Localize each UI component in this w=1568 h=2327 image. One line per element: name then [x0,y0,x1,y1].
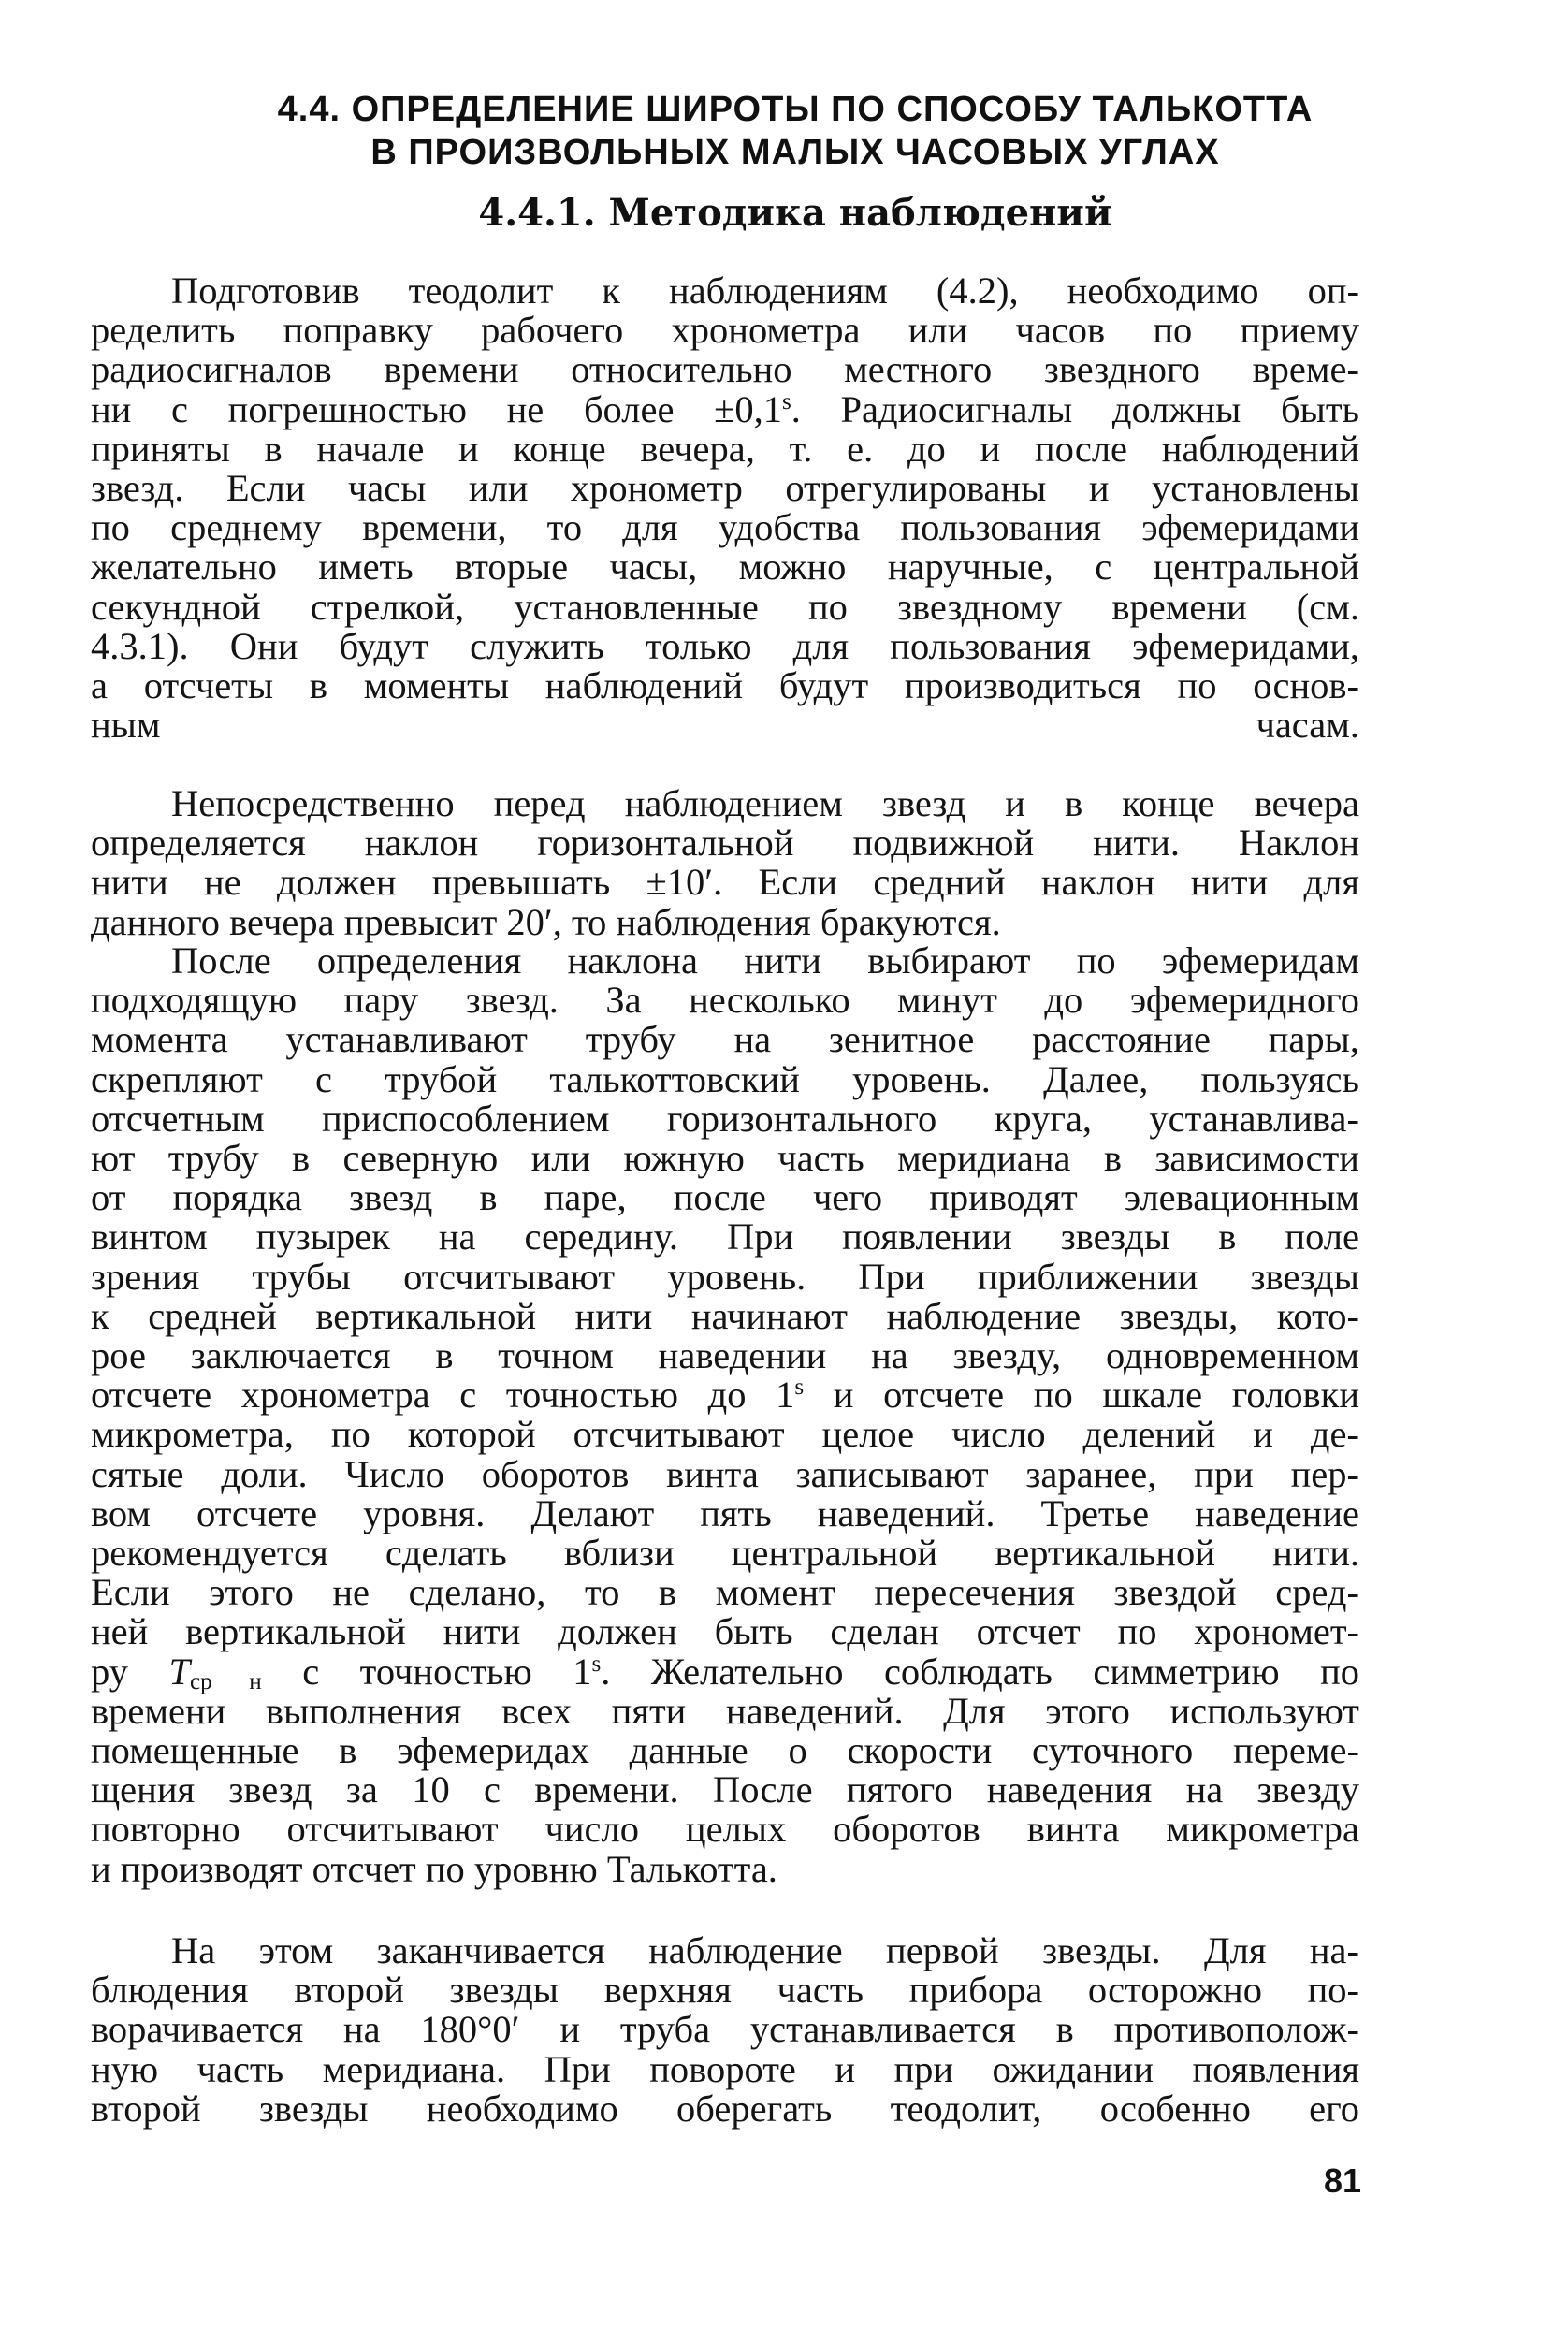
text-line: приняты в начале и конце вечера, т. е. до и после наблюдений [91,427,1359,470]
text-line: Подготовив теодолит к наблюдениям (4.2), необходимо оп- [171,269,1359,312]
text-line [91,1375,1359,1415]
section-title-line-1: 4.4. ОПРЕДЕЛЕНИЕ ШИРОТЫ ПО СПОСОБУ ТАЛЬКОТТА [277,90,1314,129]
text-line: определяется наклон горизонтальной подвижной нити. Наклон [91,822,1359,865]
text-line: данного вечера превысит 20′, то наблюдения бракуются. [91,900,1001,943]
text-line: нити не должен превышать ±10′. Если средний наклон нити для [91,861,1359,904]
text-line: по среднему времени, то для удобства пользования эфемеридами [91,506,1359,549]
paragraph-2 [91,784,1359,942]
text-line: помещенные в эфемеридах данные о скорости суточного переме- [91,1729,1359,1772]
text-line: ют трубу в северную или южную часть меридиана в зависимости [91,1137,1359,1180]
text-line: Непосредственно перед наблюдением звезд и в конце вечера [171,782,1359,824]
text-line: к средней вертикальной нити начинают наблюдение звезды, кото- [91,1294,1359,1337]
text-line [91,387,1359,430]
seconds-superscript: s [591,1651,602,1677]
time-subscript: ср н [189,1668,262,1694]
text-line: звезд. Если часы или хронометр отрегулированы и установлены [91,467,1359,510]
text-span: ни с погрешностью не более ±0,1 [91,387,782,430]
text-span: . Радиосигналы должны быть [791,387,1359,430]
subsection-title: 4.4.1. Методика наблюдений [478,191,1112,235]
text-line: сятые доли. Число оборотов винта записывают заранее, при пер- [91,1452,1359,1495]
text-line: щения звезд за 10 с времени. После пятого наведения на звезду [91,1768,1359,1811]
text-span: и отсчете по шкале головки [804,1374,1360,1417]
text-line: секундной стрелкой, установленные по звездному времени (см. [91,585,1359,628]
time-symbol: T [168,1650,190,1693]
text-line: от порядка звезд в паре, после чего приводят элевационным [91,1176,1359,1219]
text-line: скрепляют с трубой талькоттовский уровень. Далее, пользуясь [91,1057,1359,1100]
seconds-superscript: s [794,1374,805,1401]
text-span: ру [91,1650,169,1693]
text-span: . Желательно соблюдать симметрию по [601,1650,1360,1693]
text-line: рекомендуется сделать вблизи центральной вертикальной нити. [91,1532,1359,1575]
text-line: рое заключается в точном наведении на звезду, одновременном [91,1334,1359,1377]
text-line: После определения наклона нити выбирают по эфемеридам [171,939,1359,982]
text-line: повторно отсчитывают число целых оборотов винта микрометра [91,1808,1359,1851]
text-line: подходящую пару звезд. За несколько минут до эфемеридного [91,979,1359,1022]
paragraph-1 [91,271,1359,745]
text-line: ней вертикальной нити должен быть сделан отсчет по хрономет- [91,1610,1359,1653]
text-line: блюдения второй звезды верхняя часть прибора осторожно по- [91,1969,1359,2012]
paragraph-4 [91,1931,1359,2129]
text-line: ным часам. [91,704,1359,747]
text-line: ную часть меридиана. При повороте и при ожидании появления [91,2047,1359,2090]
text-line: На этом заканчивается наблюдение первой звезды. Для на- [171,1929,1359,1971]
text-line: желательно иметь вторые часы, можно наручные, с центральной [91,545,1359,589]
text-line: Если этого не сделано, то в момент пересечения звездой сред- [91,1571,1359,1614]
text-line: ределить поправку рабочего хронометра или часов по приему [91,309,1359,352]
text-line: времени выполнения всех пяти наведений. Для этого используют [91,1689,1359,1732]
section-title-line-2: В ПРОИЗВОЛЬНЫХ МАЛЫХ ЧАСОВЫХ УГЛАХ [370,133,1220,172]
text-line: вом отсчете уровня. Делают пять наведений. Третье наведение [91,1491,1359,1534]
text-line [91,1652,1359,1692]
text-span: с точностью 1 [261,1650,592,1693]
page-number: 81 [1323,2161,1361,2200]
text-line: радиосигналов времени относительно местного звездного време- [91,348,1359,391]
text-line: и производят отсчет по уровню Талькотта. [91,1847,777,1890]
text-line: 4.3.1). Они будут служить только для пользования эфемеридами, [91,624,1359,667]
text-line: ворачивается на 180°0′ и труба устанавливается в противополож- [91,2008,1359,2051]
text-line: момента устанавливают трубу на зенитное расстояние пары, [91,1018,1359,1061]
seconds-superscript: s [781,388,791,414]
text-line: отсчетным приспособлением горизонтального круга, устанавлива- [91,1097,1359,1140]
text-line: микрометра, по которой отсчитывают целое число делений и де- [91,1413,1359,1456]
text-line: второй звезды необходимо оберегать теодолит, особенно его [91,2087,1359,2130]
text-line: винтом пузырек на середину. При появлении звезды в поле [91,1215,1359,1258]
text-span: отсчете хронометра с точностью до 1 [91,1374,795,1417]
text-line: а отсчеты в моменты наблюдений будут производиться по основ- [91,664,1359,707]
paragraph-3 [91,941,1359,1889]
text-line: зрения трубы отсчитывают уровень. При приближении звезды [91,1255,1359,1298]
